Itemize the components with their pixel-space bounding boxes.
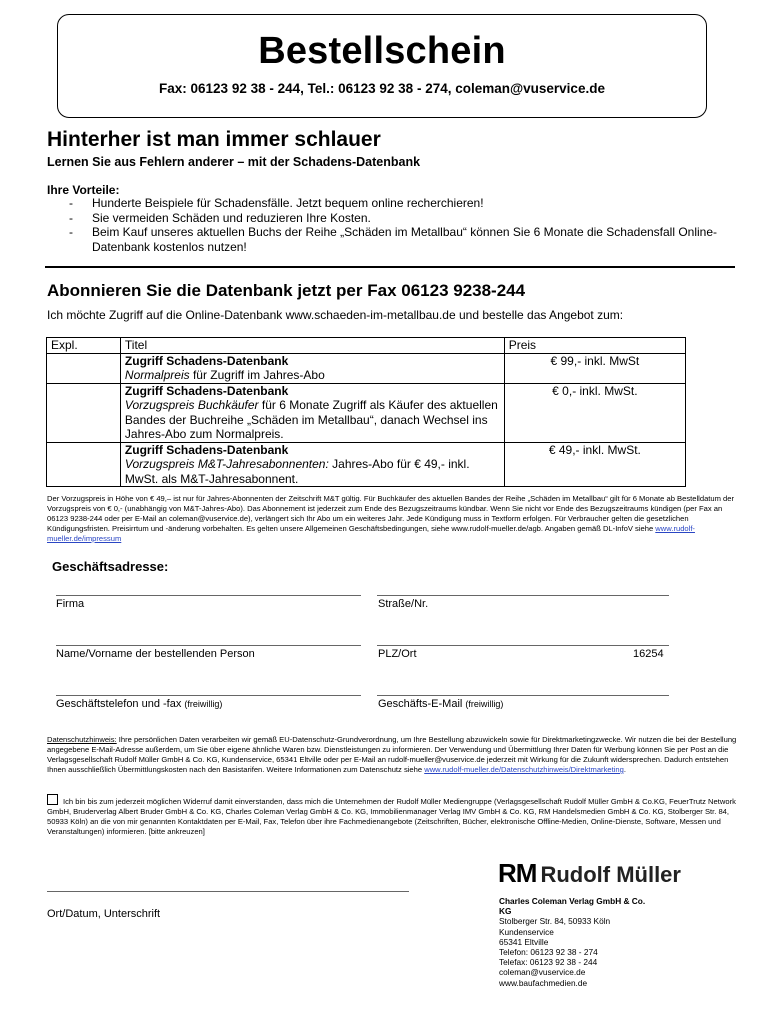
product-name: Zugriff Schadens-Datenbank — [124, 353, 289, 368]
title-cell — [120, 353, 504, 383]
table-header-row — [47, 338, 686, 354]
signature-field[interactable] — [47, 891, 409, 892]
email-field[interactable] — [377, 695, 669, 696]
quantity-cell[interactable] — [47, 442, 121, 487]
column-header-expl: Expl. — [47, 338, 121, 354]
column-header-price: Preis — [504, 338, 685, 354]
signature-label: Ort/Datum, Unterschrift — [47, 908, 161, 920]
logo-mark: RM — [498, 858, 537, 888]
company-line: Telefax: 06123 92 38 - 244 — [499, 957, 598, 968]
company-address — [499, 896, 659, 988]
dash-bullet-icon: - — [69, 196, 73, 210]
company-line: Telefon: 06123 92 38 - 274 — [499, 947, 598, 958]
zip-value[interactable]: 16254 — [633, 648, 664, 660]
benefits-list — [47, 196, 737, 254]
dash-bullet-icon: - — [69, 225, 73, 239]
street-field[interactable] — [377, 595, 669, 596]
privacy-link[interactable]: www.rudolf-mueller.de/Datenschutzhinweis/Direktmarketing — [424, 765, 624, 774]
title-cell — [120, 383, 504, 442]
table-row — [47, 442, 686, 487]
privacy-notice: Datenschutzhinweis: Ihre persönlichen Daten verarbeiten wir gemäß EU-Datenschutz-Grundverordnung, um Ihre Bestellung abzuwickeln sowie für Direktmarketingzwecke. Wir nutzen die bei der Bestellung angegebene E-Mail-Adresse außerdem, um Sie über eigene ähnliche Waren bzw. Dienstleistungen zu informieren. Der Verwendung und Übermittlung Ihrer Daten für Werbung können Sie per Post an die Verlagsgesellschaft Rudolf Müller GmbH & Co. KG, Kundenservice, 65341 Eltville oder per E-Mail an rudolf-mueller@vuservice.de jederzeit mit Wirkung für die Zukunft widersprechen. Dadurch entstehen Ihnen ausschließlich Übermittlungskosten nach den Basistarifen. Weitere Informationen zum Datenschutz siehe www.rudolf-mueller.de/Datenschutzhinweis/Direktmarketing. — [47, 735, 737, 774]
zip-label: PLZ/Ort — [378, 648, 417, 660]
company-line: Kundenservice — [499, 926, 554, 937]
column-header-title: Titel — [120, 338, 504, 354]
contact-line: Fax: 06123 92 38 - 244, Tel.: 06123 92 38 - 274, coleman@vuservice.de — [159, 81, 605, 96]
table-row — [47, 353, 686, 383]
company-name: Charles Coleman Verlag GmbH & Co. KG — [499, 896, 646, 917]
company-label: Firma — [56, 598, 85, 610]
price-cell: € 49,- inkl. MwSt. — [504, 442, 685, 487]
company-line: www.baufachmedien.de — [499, 977, 588, 988]
name-label: Name/Vorname der bestellenden Person — [56, 648, 255, 660]
phone-field[interactable] — [56, 695, 361, 696]
benefits-title: Ihre Vorteile: — [47, 183, 120, 197]
privacy-label: Datenschutzhinweis: — [47, 735, 117, 744]
street-label: Straße/Nr. — [378, 598, 429, 610]
quantity-cell[interactable] — [47, 353, 121, 383]
impressum-link[interactable]: www.rudolf-mueller.de/impressum — [47, 524, 695, 543]
address-title: Geschäftsadresse: — [52, 559, 169, 574]
email-label: Geschäfts-E-Mail (freiwillig) — [378, 698, 504, 710]
benefit-item: - Sie vermeiden Schäden und reduzieren Ihre Kosten. — [69, 210, 371, 225]
product-description: Vorzugspreis Buchkäufer für 6 Monate Zugriff als Käufer des aktuellen Bandes der Buchreihe „Schäden im Metallbau“, danach Wechsel ins Jahres-Abo zum Normalpreis. — [124, 398, 498, 441]
page-title: Bestellschein — [258, 30, 506, 72]
phone-label: Geschäftstelefon und -fax (freiwillig) — [56, 698, 223, 710]
benefit-item: - Beim Kauf unseres aktuellen Buchs der Reihe „Schäden im Metallbau“ können Sie 6 Monate die Schadensfall Online-Datenbank kostenlos nutzen! — [69, 225, 718, 254]
company-field[interactable] — [56, 595, 361, 596]
company-line: 65341 Eltville — [499, 936, 549, 947]
dash-bullet-icon: - — [69, 210, 73, 225]
order-intro: Ich möchte Zugriff auf die Online-Datenbank www.schaeden-im-metallbau.de und bestelle das Angebot zum: — [47, 308, 624, 322]
product-description: Vorzugspreis M&T-Jahresabonnenten: Jahres-Abo für € 49,- inkl. MwSt. als M&T-Jahresabonnent. — [124, 457, 470, 486]
consent-text: Ich bin bis zum jederzeit möglichen Widerruf damit einverstanden, dass mich die Unternehmen der Rudolf Müller Mediengruppe (Verlagsgesellschaft Rudolf Müller GmbH & Co.KG, FeuerTrutz Network GmbH, Bruderverlag Albert Bruder GmbH & Co. KG, Charles Coleman Verlag GmbH & Co. KG, Immobilienmanager Verlag IMV GmbH & Co. KG, RM Handelsmedien GmbH & Co. KG, Stolberger Str. 84, 50933 Köln) an die von mir genannten Kontaktdaten per E-Mail, Fax, Telefon über ihre Fachmedienangebote (Zeitschriften, Bücher, elektronische Offline-Medien, Online-Dienste, Software, Messen und Veranstaltungen) informieren. [bitte ankreuzen] — [47, 797, 736, 836]
conditions-text: Der Vorzugspreis in Höhe von € 49,– ist nur für Jahres-Abonnenten der Zeitschrift M&T gültig. Für Buchkäufer des aktuellen Bandes der Reihe „Schäden im Metallbau“ gilt für 6 Monate ab Bestelldatum der Vorzugspreis von € 0,- (unabhängig von M&T-Jahres-Abo). Das Abonnement ist jederzeit zum Ende des Bezugszeitraums kündbar. Wenn Sie nicht vor Ende des Bezugszeitraums kündigen (per Fax an 06123 9238-244 oder per E-Mail an coleman@vuservice.de), verlängert sich Ihr Abo um ein weiteres Jahr. Jede Kündigung muss in Textform erfolgen. Für Verbraucher gelten die gesetzlichen Kündigungsfristen. Preisirrtum und -änderung vorbehalten. Es gelten unsere Allgemeinen Geschäftsbedingungen, siehe www.rudolf-mueller.de/agb. Angaben gemäß DL-InfoV siehe www.rudolf-mueller.de/impressum — [47, 494, 735, 543]
quantity-cell[interactable] — [47, 383, 121, 442]
section-divider — [45, 266, 735, 268]
table-row — [47, 383, 686, 442]
rudolf-mueller-logo — [498, 858, 681, 889]
name-field[interactable] — [56, 645, 361, 646]
logo-name: Rudolf Müller — [540, 862, 681, 887]
product-name: Zugriff Schadens-Datenbank — [124, 442, 289, 457]
benefit-item: - Hunderte Beispiele für Schadensfälle. Jetzt bequem online recherchieren! — [69, 196, 484, 210]
price-cell: € 99,- inkl. MwSt — [504, 353, 685, 383]
product-description: Normalpreis für Zugriff im Jahres-Abo — [124, 368, 325, 382]
company-line: Stolberger Str. 84, 50933 Köln — [499, 916, 611, 927]
company-line: coleman@vuservice.de — [499, 967, 586, 978]
title-cell — [120, 442, 504, 487]
price-cell: € 0,- inkl. MwSt. — [504, 383, 685, 442]
offer-table — [46, 337, 686, 487]
product-name: Zugriff Schadens-Datenbank — [124, 383, 289, 398]
promo-headline: Hinterher ist man immer schlauer — [47, 128, 381, 151]
zip-city-field[interactable] — [377, 645, 669, 646]
promo-subheadline: Lernen Sie aus Fehlern anderer – mit der Schadens-Datenbank — [47, 155, 421, 169]
order-headline: Abonnieren Sie die Datenbank jetzt per Fax 06123 9238-244 — [47, 281, 526, 300]
